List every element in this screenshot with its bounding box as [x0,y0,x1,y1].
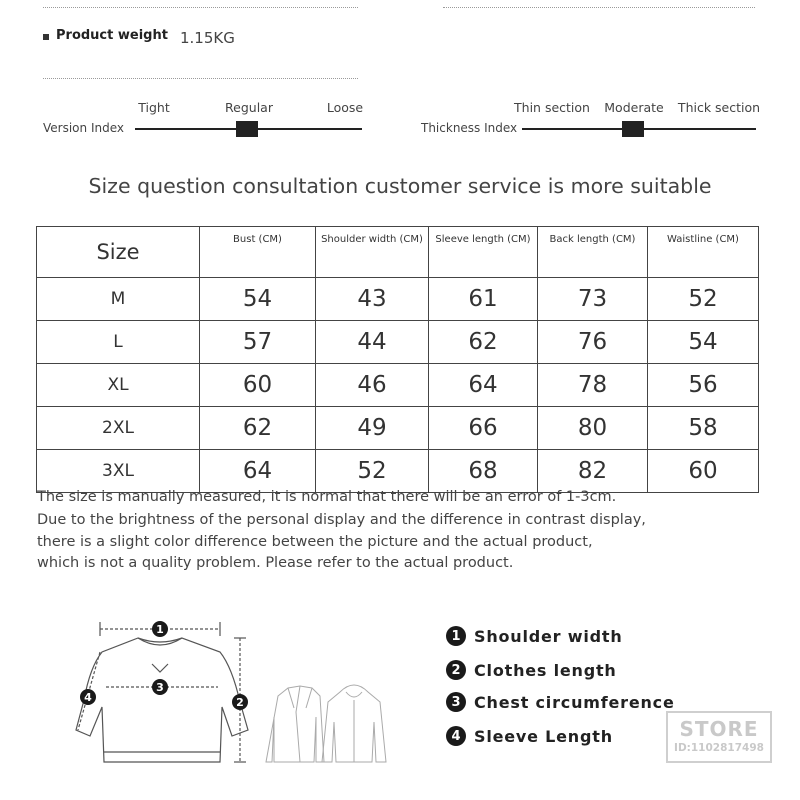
note-display-3: which is not a quality problem. Please refer to the actual product. [37,555,514,571]
thickness-index-label: Thickness Index [421,121,518,135]
cell-sleeve: 62 [429,321,538,364]
header-shoulder: Shoulder width (CM) [316,227,429,278]
cell-back: 76 [538,321,648,364]
legend-label: Shoulder width [474,626,623,646]
thickness-slider-knob [622,121,644,137]
cell-bust: 57 [200,321,316,364]
cell-back: 80 [538,407,648,450]
legend-clothes-length [446,660,617,680]
number-4-icon: 4 [446,726,466,746]
thickness-tick-thin: Thin section [514,100,590,115]
header-size: Size [37,227,200,278]
legend-label: Sleeve Length [474,726,613,746]
cell-shoulder: 43 [316,278,429,321]
store-title: STORE [679,717,759,741]
cell-back: 78 [538,364,648,407]
legend-shoulder-width [446,626,623,646]
cell-waist: 56 [648,364,759,407]
legend-sleeve-length [446,726,613,746]
product-weight-value: 1.15KG [180,29,235,47]
cell-waist: 52 [648,278,759,321]
table-row [37,407,759,450]
legend-label: Clothes length [474,660,617,680]
note-measurement: The size is manually measured, it is normal that there will be an error of 1-3cm. [37,489,617,505]
marker-2: 2 [236,696,244,709]
cell-bust: 62 [200,407,316,450]
cell-size: M [37,278,200,321]
thickness-tick-thick: Thick section [677,100,761,115]
top-divider-right [443,7,755,8]
table-row [37,364,759,407]
note-display-1: Due to the brightness of the personal display and the difference in contrast display, [37,512,646,528]
number-2-icon: 2 [446,660,466,680]
cell-size: L [37,321,200,364]
cell-shoulder: 44 [316,321,429,364]
cell-bust: 60 [200,364,316,407]
cell-sleeve: 61 [429,278,538,321]
cell-sleeve: 66 [429,407,538,450]
legend-label: Chest circumference [474,692,675,712]
cell-waist: 54 [648,321,759,364]
cell-size: 2XL [37,407,200,450]
cell-size: XL [37,364,200,407]
size-table-header [37,227,759,278]
cell-back: 73 [538,278,648,321]
note-display-2: there is a slight color difference between the picture and the actual product, [37,534,593,550]
cell-back: 82 [538,450,648,493]
store-watermark [666,711,772,763]
cell-waist: 60 [648,450,759,493]
cell-bust: 64 [200,450,316,493]
store-id: ID:1102817498 [674,742,764,754]
version-tick-loose: Loose [326,100,364,115]
header-bust: Bust (CM) [200,227,316,278]
marker-3: 3 [156,681,164,694]
table-row [37,450,759,493]
thickness-tick-moderate: Moderate [604,100,664,115]
number-1-icon: 1 [446,626,466,646]
version-tick-regular: Regular [225,100,273,115]
cell-sleeve: 64 [429,364,538,407]
header-back: Back length (CM) [538,227,648,278]
version-tick-tight: Tight [138,100,170,115]
cell-shoulder: 49 [316,407,429,450]
page-headline: Size question consultation customer service is more suitable [88,174,712,198]
cell-shoulder: 52 [316,450,429,493]
cell-bust: 54 [200,278,316,321]
top-divider-left [43,7,358,8]
weight-divider [43,78,358,79]
measurement-diagram [70,612,400,772]
bullet-icon [43,34,49,40]
cell-waist: 58 [648,407,759,450]
version-slider-knob [236,121,258,137]
size-table [36,226,759,493]
cell-sleeve: 68 [429,450,538,493]
number-3-icon: 3 [446,692,466,712]
marker-1: 1 [156,623,164,636]
header-waist: Waistline (CM) [648,227,759,278]
cell-shoulder: 46 [316,364,429,407]
marker-4: 4 [84,691,92,704]
cell-size: 3XL [37,450,200,493]
table-row [37,278,759,321]
header-sleeve: Sleeve length (CM) [429,227,538,278]
version-index-label: Version Index [43,121,124,135]
legend-chest-circumference [446,692,675,712]
table-row [37,321,759,364]
product-weight-label: Product weight [56,28,168,43]
